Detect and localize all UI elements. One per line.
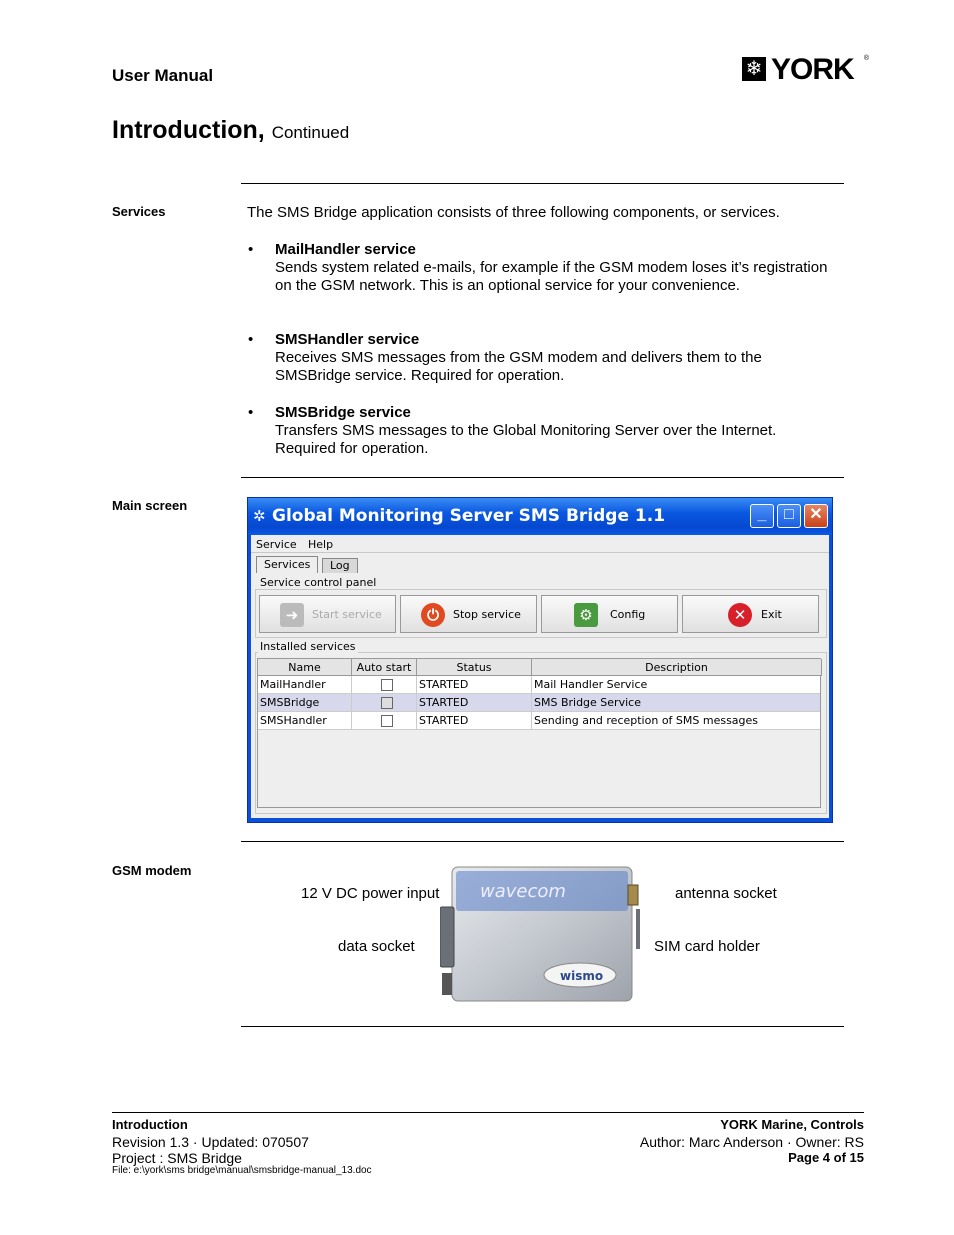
tab-log[interactable]: Log	[322, 558, 358, 573]
section-rule	[241, 183, 844, 184]
auto-start-checkbox[interactable]	[381, 679, 393, 691]
snowflake-icon: ❄	[742, 57, 766, 81]
app-gear-icon: ✲	[253, 508, 266, 525]
stop-service-button[interactable]	[400, 595, 537, 633]
antenna-socket-label: antenna socket	[675, 885, 777, 902]
modem-brand: wavecom	[480, 881, 566, 902]
table-row[interactable]	[258, 712, 820, 730]
cell-name: SMSBridge	[258, 694, 352, 711]
cell-auto-start	[352, 694, 417, 711]
bullet: •	[248, 241, 254, 258]
column-header-description[interactable]: Description	[532, 659, 822, 676]
power-icon: ⏻	[421, 603, 445, 627]
service-item	[275, 404, 835, 458]
cell-description: Mail Handler Service	[534, 678, 648, 691]
gsm-modem-image	[440, 865, 640, 1005]
app-window	[247, 497, 833, 823]
page-title	[112, 116, 349, 145]
power-input-label: 12 V DC power input	[301, 885, 440, 902]
footer-project: Project : SMS Bridge	[112, 1150, 242, 1166]
minimize-button[interactable]: _	[750, 504, 774, 528]
bullet: •	[248, 404, 254, 421]
page-title-continued: Continued	[271, 123, 350, 142]
service-item-desc: Transfers SMS messages to the Global Monitoring Server over the Internet. Required for operation.	[275, 422, 777, 457]
window-titlebar[interactable]	[248, 498, 832, 535]
service-item	[275, 241, 835, 295]
column-header-name[interactable]: Name	[258, 659, 352, 676]
close-button[interactable]: ✕	[804, 504, 828, 528]
service-item-name: MailHandler service	[275, 241, 416, 258]
cell-status: STARTED	[417, 694, 532, 711]
start-service-button[interactable]	[259, 595, 396, 633]
menu-help[interactable]: Help	[308, 538, 334, 551]
exit-label: Exit	[761, 608, 782, 621]
footer-rule	[112, 1112, 864, 1113]
york-logo	[741, 55, 867, 85]
section-rule	[241, 477, 844, 478]
logo-registered: ®	[863, 55, 869, 62]
menu-bar	[251, 535, 829, 553]
cell-name: SMSHandler	[258, 712, 352, 729]
footer-page: Page 4 of 15	[788, 1150, 864, 1165]
services-table	[257, 658, 821, 808]
services-intro: The SMS Bridge application consists of three following components, or services.	[247, 204, 780, 221]
logo-text: YORK	[771, 53, 854, 86]
column-header-status[interactable]: Status	[417, 659, 532, 676]
exit-x-icon: ✕	[728, 603, 752, 627]
cell-auto-start	[352, 676, 417, 693]
footer-revision: Revision 1.3 · Updated: 070507	[112, 1134, 309, 1150]
section-rule	[241, 1026, 844, 1027]
footer-file: File: e:\york\sms bridge\manual\smsbridge-manual_13.doc	[112, 1165, 372, 1176]
service-item	[275, 331, 835, 385]
window-client	[251, 535, 829, 818]
header-title: User Manual	[112, 66, 214, 85]
service-item-desc: Receives SMS messages from the GSM modem and delivers them to the SMSBridge service. Required for operation.	[275, 349, 762, 384]
data-socket-label: data socket	[338, 938, 415, 955]
service-item-desc: Sends system related e-mails, for example if the GSM modem loses it’s registration on the GSM network. This is an optional service for your convenience.	[275, 259, 828, 294]
auto-start-checkbox[interactable]	[381, 697, 393, 709]
arrow-right-icon: ➜	[280, 603, 304, 627]
config-button[interactable]	[541, 595, 678, 633]
exit-button[interactable]	[682, 595, 819, 633]
installed-services-label: Installed services	[260, 640, 356, 653]
cell-description: SMS Bridge Service	[534, 696, 641, 709]
cell-status: STARTED	[417, 676, 532, 693]
cell-description: Sending and reception of SMS messages	[534, 714, 759, 727]
cell-name: MailHandler	[258, 676, 352, 693]
footer-section: Introduction	[112, 1117, 188, 1132]
gsm-side-label: GSM modem	[112, 863, 192, 878]
maximize-button[interactable]: □	[777, 504, 801, 528]
config-icon: ⚙	[574, 603, 598, 627]
footer-author: Author: Marc Anderson · Owner: RS	[639, 1134, 864, 1150]
column-header-auto-start[interactable]: Auto start	[352, 659, 417, 676]
section-rule	[241, 841, 844, 842]
config-label: Config	[610, 608, 646, 621]
table-row[interactable]	[258, 676, 820, 694]
window-title: Global Monitoring Server SMS Bridge 1.1	[272, 506, 666, 526]
page-title-main: Introduction,	[112, 116, 265, 144]
cell-auto-start	[352, 712, 417, 729]
services-side-label: Services	[112, 204, 166, 219]
sim-card-holder-label: SIM card holder	[654, 938, 760, 955]
start-service-label: Start service	[312, 608, 382, 621]
main-screen-side-label: Main screen	[112, 498, 188, 513]
control-panel-label: Service control panel	[260, 576, 377, 589]
service-item-name: SMSHandler service	[275, 331, 420, 348]
table-row[interactable]	[258, 694, 820, 712]
auto-start-checkbox[interactable]	[381, 715, 393, 727]
tab-services[interactable]: Services	[256, 556, 318, 573]
menu-service[interactable]: Service	[256, 538, 297, 551]
cell-status: STARTED	[417, 712, 532, 729]
modem-badge: wismo	[560, 969, 604, 983]
bullet: •	[248, 331, 254, 348]
stop-service-label: Stop service	[453, 608, 521, 621]
footer-company: YORK Marine, Controls	[720, 1117, 864, 1132]
service-item-name: SMSBridge service	[275, 404, 411, 421]
